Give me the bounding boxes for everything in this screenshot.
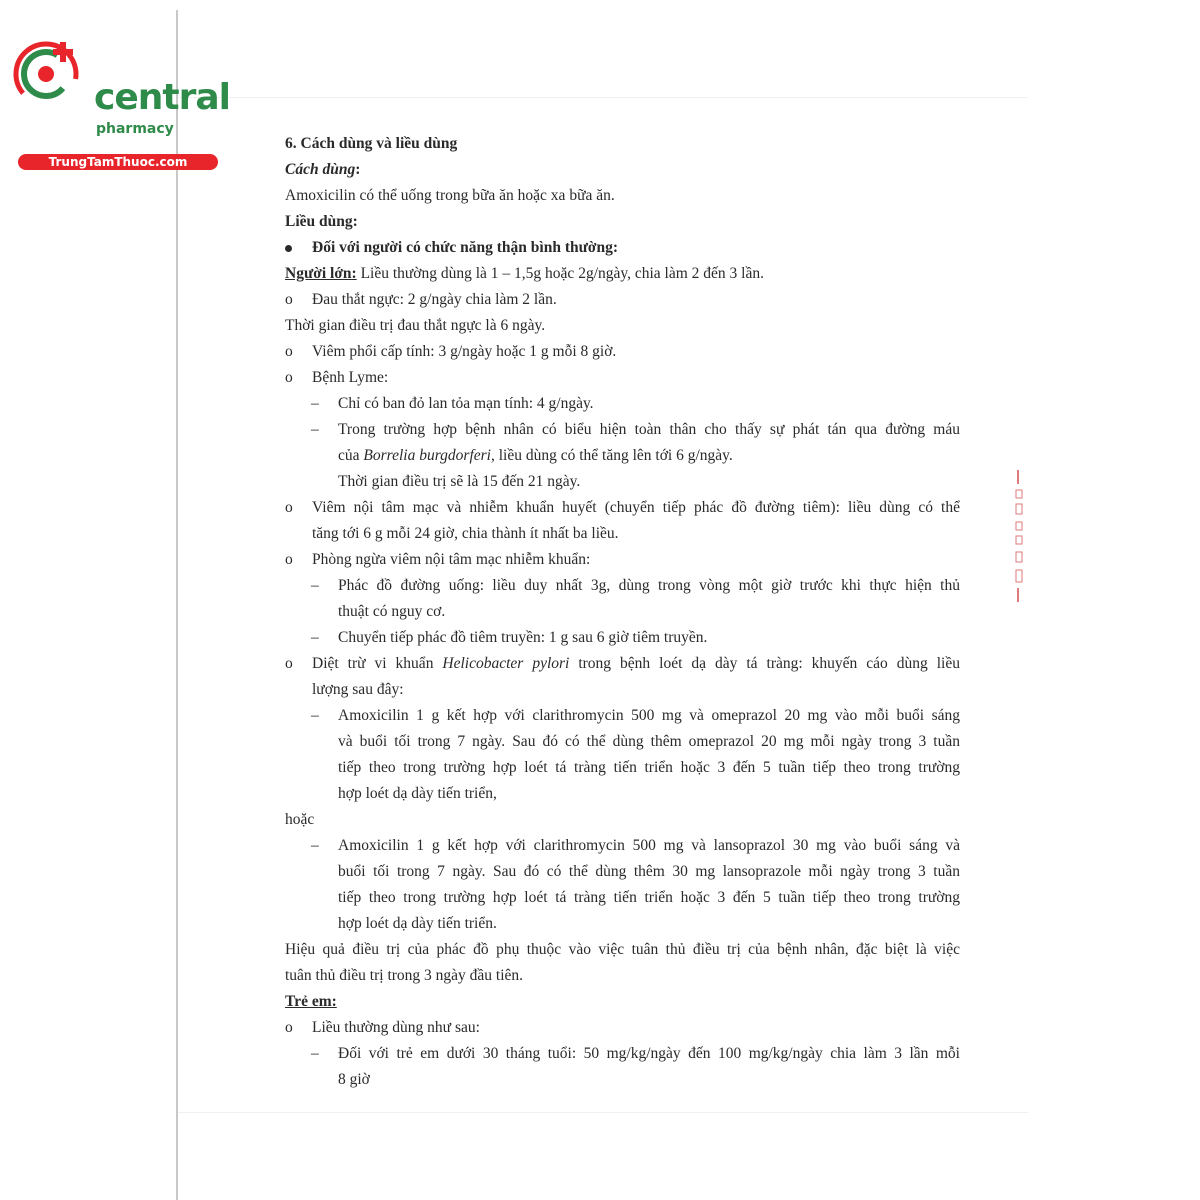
logo-url: TrungTamThuoc.com: [18, 154, 218, 170]
hp-post: trong bệnh loét dạ dày tá tràng: khuyến cáo dùng liều: [569, 655, 960, 672]
sub-item-lyme-2: [311, 417, 960, 495]
normal-kidney-text: Đối với người có chức năng thận bình thường:: [312, 239, 619, 256]
hp-2-line-3: tiếp theo trong trường hợp loét tá tràng tiến triển hoặc 3 đến 5 tuần tiếp theo trong trường: [338, 889, 960, 906]
dash-marker: –: [311, 577, 319, 594]
hp-1-line-2: và buổi tối trong 7 ngày. Sau đó có thể dùng thêm omeprazol 20 mg mỗi ngày trong 3 tuần: [338, 733, 960, 750]
hp-1-line-3: tiếp theo trong trường hợp loét tá tràng tiến triển hoặc 3 đến 5 tuần tiếp theo trong trường: [338, 759, 960, 776]
dash-marker: –: [311, 707, 319, 724]
lyme-2-line-1: Trong trường hợp bệnh nhân có biểu hiện toàn thân cho thấy sự phát tán qua đường máu: [338, 421, 960, 438]
hp-2-line-2: buổi tối trong 7 ngày. Sau đó có thể dùng thêm 30 mg lansoprazole mỗi ngày trong 3 tuần: [338, 863, 960, 880]
dash-marker: –: [311, 421, 319, 438]
endocarditis-line-1: Viêm nội tâm mạc và nhiễm khuẩn huyết (chuyển tiếp phác đồ đường tiêm): liều dùng có thể: [312, 499, 960, 516]
children-1-line-1: Đối với trẻ em dưới 30 tháng tuổi: 50 mg/kg/ngày đến 100 mg/kg/ngày chia làm 3 lần mỗi: [338, 1045, 960, 1062]
normal-kidney-bullet: [312, 235, 960, 261]
circle-marker: o: [285, 291, 293, 308]
efficacy-line-2: tuân thủ điều trị trong 3 ngày đầu tiên.: [285, 967, 524, 984]
page-edge: [176, 10, 178, 1200]
lyme-2-post: , liều dùng có thể tăng lên tới 6 g/ngày.: [490, 447, 733, 464]
logo-mark-icon: [8, 36, 94, 116]
dosage-label: Liều dùng:: [285, 213, 358, 230]
hp-2-line-1: Amoxicilin 1 g kết hợp với clarithromycin 500 mg và lansoprazol 30 mg vào buổi sáng và: [338, 837, 960, 854]
endocarditis-line-2: tăng tới 6 g mỗi 24 giờ, chia thành ít nhất ba liều.: [312, 525, 619, 542]
lyme-1-text: Chỉ có ban đỏ lan tỏa mạn tính: 4 g/ngày.: [338, 395, 594, 412]
bullet-icon: [285, 245, 292, 252]
children-label: Trẻ em:: [285, 993, 337, 1010]
header-rule: [178, 97, 1028, 98]
hp-1-line-1: Amoxicilin 1 g kết hợp với clarithromycin 500 mg và omeprazol 20 mg vào mỗi buổi sáng: [338, 707, 960, 724]
children-heading-line: [285, 989, 960, 1015]
tonsillitis-duration: Thời gian điều trị đau thắt ngực là 6 ngày.: [285, 317, 546, 334]
children-1-line-2: 8 giờ: [338, 1071, 370, 1088]
list-item-prevention: [285, 547, 960, 573]
dash-marker: –: [311, 395, 319, 412]
usage-colon: :: [355, 161, 361, 178]
circle-marker: o: [285, 655, 293, 672]
sub-item-prevention-2: [311, 625, 960, 651]
margin-stamp-icon: [1014, 470, 1026, 610]
section-heading: 6. Cách dùng và liều dùng: [285, 135, 458, 152]
list-item-endocarditis: [285, 495, 960, 547]
list-item-hpylori: [285, 651, 960, 703]
usage-text: Amoxicilin có thể uống trong bữa ăn hoặc xa bữa ăn.: [285, 187, 615, 204]
prev-2-text: Chuyển tiếp phác đồ tiêm truyền: 1 g sau 6 giờ tiêm truyền.: [338, 629, 708, 646]
list-item-children-usual: [285, 1015, 960, 1041]
circle-marker: o: [285, 499, 293, 516]
adult-line: [285, 261, 960, 287]
tonsillitis-text: Đau thắt ngực: 2 g/ngày chia làm 2 lần.: [312, 291, 557, 308]
prevention-text: Phòng ngừa viêm nội tâm mạc nhiễm khuẩn:: [312, 551, 591, 568]
hp-line-2: lượng sau đây:: [312, 681, 404, 698]
adult-label: Người lớn:: [285, 265, 357, 282]
pneumonia-text: Viêm phổi cấp tính: 3 g/ngày hoặc 1 g mỗi 8 giờ.: [312, 343, 617, 360]
children-usual-text: Liều thường dùng như sau:: [312, 1019, 480, 1036]
prev-1-line-2: thuật có nguy cơ.: [338, 603, 446, 620]
dash-marker: –: [311, 629, 319, 646]
lyme-2-line-3: Thời gian điều trị sẽ là 15 đến 21 ngày.: [338, 473, 581, 490]
lyme-2-pre: của: [338, 447, 364, 464]
usage-label: Cách dùng: [285, 161, 356, 178]
sub-item-prevention-1: [311, 573, 960, 625]
lyme-2-line-2: [338, 443, 960, 469]
circle-marker: o: [285, 369, 293, 386]
efficacy-line-1: Hiệu quả điều trị của phác đồ phụ thuộc vào việc tuân thủ điều trị của bệnh nhân, đặc biệt là việc: [285, 941, 960, 958]
lyme-text: Bệnh Lyme:: [312, 369, 389, 386]
hp-1-line-4: hợp loét dạ dày tiến triển,: [338, 785, 497, 802]
list-item-pneumonia: [285, 339, 960, 365]
circle-marker: o: [285, 551, 293, 568]
hp-2-line-4: hợp loét dạ dày tiến triển.: [338, 915, 497, 932]
hp-line-1: [312, 651, 960, 677]
lyme-2-organism: Borrelia burgdorferi: [363, 447, 491, 464]
sub-item-hp-1: [311, 703, 960, 807]
document-body: [285, 131, 960, 1093]
adult-text: Liều thường dùng là 1 – 1,5g hoặc 2g/ngày, chia làm 2 đến 3 lần.: [356, 265, 764, 282]
dash-marker: –: [311, 1045, 319, 1062]
hp-pre: Diệt trừ vi khuẩn: [312, 655, 443, 672]
usage-label-line: [285, 157, 960, 183]
logo-name: central: [94, 77, 230, 118]
dash-marker: –: [311, 837, 319, 854]
list-item-tonsillitis: [285, 287, 960, 313]
footer-rule: [178, 1112, 1028, 1113]
list-item-lyme: [285, 365, 960, 391]
sub-item-children-1: [311, 1041, 960, 1093]
hp-organism: Helicobacter pylori: [442, 655, 570, 672]
logo-subtitle: pharmacy: [96, 121, 174, 137]
circle-marker: o: [285, 1019, 293, 1036]
circle-marker: o: [285, 343, 293, 360]
prev-1-line-1: Phác đồ đường uống: liều duy nhất 3g, dùng trong vòng một giờ trước khi thực hiện thủ: [338, 577, 960, 594]
sub-item-hp-2: [311, 833, 960, 937]
central-pharmacy-logo[interactable]: [8, 36, 230, 169]
or-text: hoặc: [285, 811, 315, 828]
sub-item-lyme-1: [311, 391, 960, 417]
